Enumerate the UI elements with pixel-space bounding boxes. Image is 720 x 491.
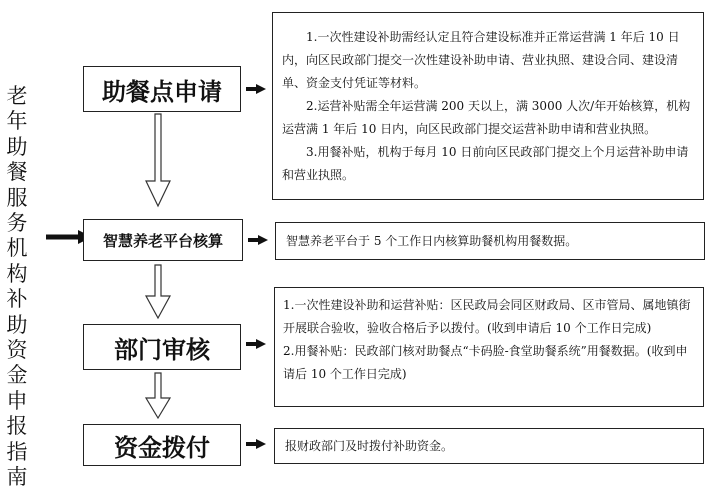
- right-arrow-icon: [246, 439, 266, 449]
- desc-fund-text: 报财政部门及时拨付补助资金。: [285, 438, 454, 453]
- step-label: 部门审核: [114, 335, 210, 364]
- step-platform: [83, 219, 243, 261]
- step-review: [83, 324, 241, 370]
- right-arrow-icon: [248, 235, 268, 245]
- down-arrow-icon: [146, 114, 170, 206]
- right-arrow-icon: [246, 339, 266, 349]
- vertical-title: 老年助餐服务机构补助资金申报指南: [6, 84, 28, 490]
- desc-review-item: 1.一次性建设补助和运营补贴：区民政局会同区财政局、区市管局、属地镇街开展联合验收，验收合格后予以拨付。(收到申请后 10 个工作日完成): [283, 298, 691, 335]
- step-label: 资金拨付: [114, 433, 210, 462]
- step-label: 助餐点申请: [102, 77, 222, 106]
- desc-fund: [274, 428, 704, 464]
- right-arrow-icon: [246, 84, 266, 94]
- desc-platform: [275, 222, 705, 260]
- desc-review: [274, 287, 704, 407]
- desc-platform-text: 智慧养老平台于 5 个工作日内核算助餐机构用餐数据。: [286, 233, 578, 248]
- desc-apply: [272, 12, 704, 200]
- step-fund: [83, 424, 241, 466]
- desc-apply-item: 2.运营补贴需全年运营满 200 天以上，满 3000 人次/年开始核算，机构运营满 1 年后 10 日内，向区民政部门提交运营补助申请和营业执照。: [282, 99, 691, 136]
- down-arrow-icon: [146, 373, 170, 418]
- down-arrow-icon: [146, 265, 170, 318]
- step-label: 智慧养老平台核算: [102, 231, 223, 250]
- desc-apply-item: 1.一次性建设补助需经认定且符合建设标准并正常运营满 1 年后 10 日内，向区民政部门提交一次性建设补助申请、营业执照、建设合同、建设清单、资金支付凭证等材料。: [282, 30, 680, 90]
- desc-apply-item: 3.用餐补贴，机构于每月 10 日前向区民政部门提交上个月运营补助申请和营业执照。: [282, 145, 689, 182]
- desc-review-item: 2.用餐补贴：民政部门核对助餐点“卡码脸-食堂助餐系统”用餐数据。(收到申请后 10 个工作日完成): [283, 344, 688, 381]
- step-apply: [83, 66, 241, 112]
